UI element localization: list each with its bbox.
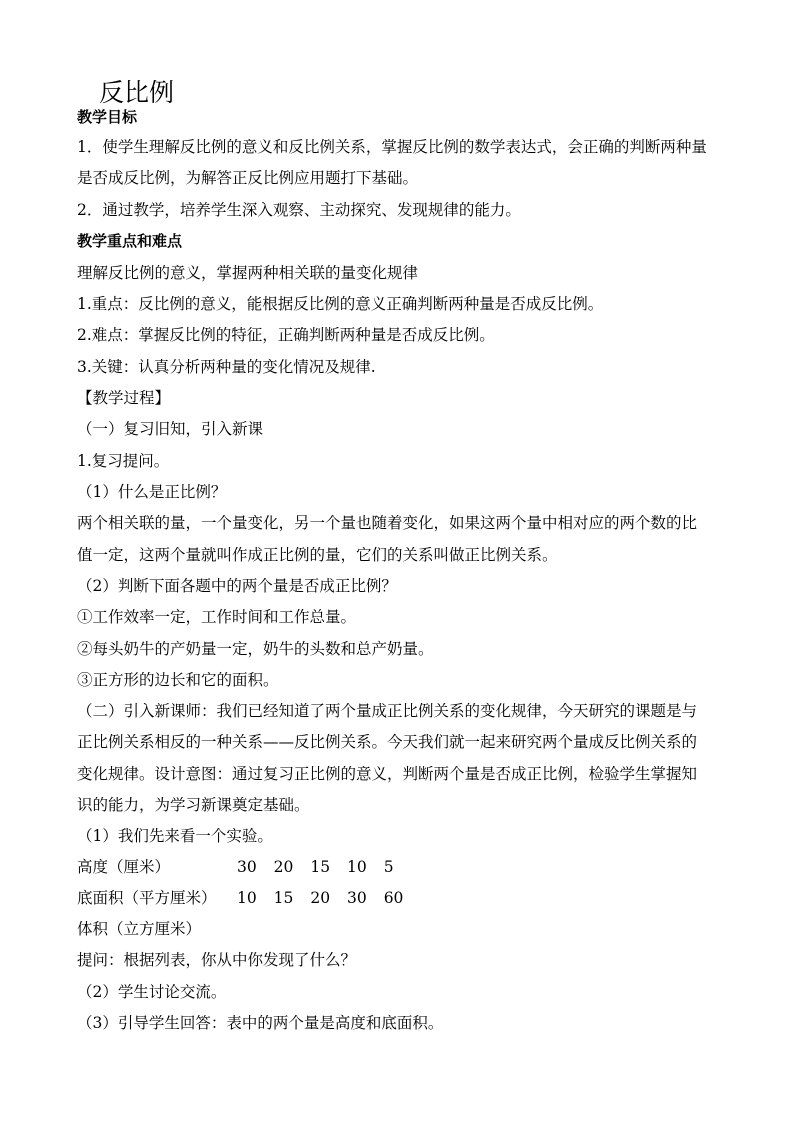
heading-teaching-goals: 教学目标 — [77, 108, 138, 126]
heading-key-points: 教学重点和难点 — [77, 232, 183, 250]
key-point-1: 1.重点：反比例的意义，能根据反比例的意义正确判断两种量是否成反比例。 — [77, 295, 604, 313]
item-2: ②每头奶牛的产奶量一定，奶牛的头数和总产奶量。 — [77, 640, 434, 658]
value-cell: 15 — [273, 889, 294, 907]
value-cell: 10 — [237, 889, 257, 907]
key-point-2: 2.难点：掌握反比例的特征，正确判断两种量是否成反比例。 — [77, 326, 495, 344]
goal-1-line-2: 是否成反比例，为解答正反比例应用题打下基础。 — [77, 169, 419, 187]
document-title: 反比例 — [99, 78, 175, 107]
item-1: ①工作效率一定，工作时间和工作总量。 — [77, 608, 357, 626]
guided-answer: （3）引导学生回答：表中的两个量是高度和底面积。 — [77, 1014, 444, 1032]
heading-teaching-process: 【教学过程】 — [77, 389, 171, 407]
value-cell: 5 — [383, 858, 394, 876]
row-label-base-area: 底面积（平方厘米） — [77, 889, 217, 907]
experiment-intro: （1）我们先来看一个实验。 — [77, 827, 273, 845]
row-label-volume: 体积（立方厘米） — [77, 920, 202, 938]
value-cell: 30 — [347, 889, 367, 907]
row-values-height — [237, 857, 406, 877]
value-cell: 20 — [310, 889, 331, 907]
value-cell: 15 — [310, 858, 331, 876]
section-2-line-4: 识的能力，为学习新课奠定基础。 — [77, 796, 310, 814]
section-2-line-1: （二）引入新课师：我们已经知道了两个量成正比例关系的变化规律，今天研究的课题是与 — [77, 702, 698, 720]
question-1: （1）什么是正比例？ — [77, 483, 227, 501]
goal-1-line-1: 1．使学生理解反比例的意义和反比例关系，掌握反比例的数学表达式，会正确的判断两种量 — [77, 138, 707, 156]
value-cell: 20 — [273, 858, 294, 876]
section-2-line-2: 正比例关系相反的一种关系——反比例关系。今天我们就一起来研究两个量成反比例关系的 — [77, 733, 698, 751]
definition-line-1: 两个相关联的量，一个量变化，另一个量也随着变化，如果这两个量中相对应的两个数的比 — [77, 514, 698, 532]
review-question: 1.复习提问。 — [77, 452, 170, 470]
row-values-base-area — [237, 888, 415, 908]
item-3: ③正方形的边长和它的面积。 — [77, 671, 279, 689]
section-1-heading: （一）复习旧知，引入新课 — [77, 420, 264, 438]
value-cell: 30 — [237, 858, 257, 876]
question-2: （2）判断下面各题中的两个量是否成正比例？ — [77, 577, 397, 595]
definition-line-2: 值一定，这两个量就叫作成正比例的量，它们的关系叫做正比例关系。 — [77, 546, 558, 564]
section-2-line-3: 变化规律。设计意图：通过复习正比例的意义，判断两个量是否成正比例，检验学生掌握知 — [77, 765, 698, 783]
value-cell: 60 — [383, 889, 404, 907]
discovery-question: 提问：根据列表，你从中你发现了什么？ — [77, 951, 357, 969]
row-label-height: 高度（厘米） — [77, 858, 171, 876]
discussion: （2）学生讨论交流。 — [77, 983, 227, 1001]
key-point-3: 3.关键：认真分析两种量的变化情况及规律. — [77, 358, 376, 376]
key-points-intro: 理解反比例的意义，掌握两种相关联的量变化规律 — [77, 264, 419, 282]
goal-2: 2．通过教学，培养学生深入观察、主动探究、发现规律的能力。 — [77, 201, 521, 219]
value-cell: 10 — [347, 858, 367, 876]
